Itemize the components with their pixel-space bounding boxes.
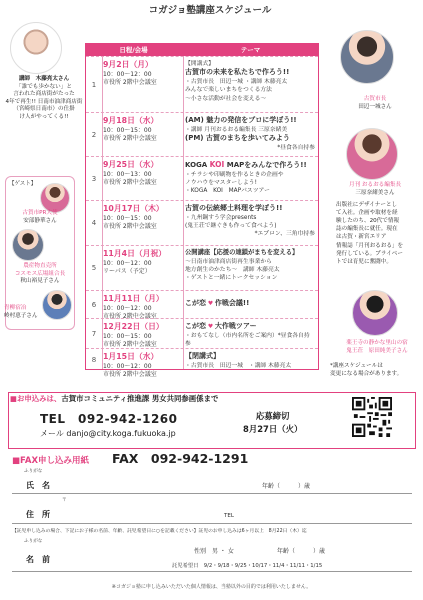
- schedule-row: [86, 245, 318, 290]
- row-theme-main: 古賀市の未来を私たちで作ろう!!: [185, 68, 290, 77]
- row-number: 6: [91, 300, 97, 309]
- editor-photo: [346, 128, 398, 180]
- row-theme-line: ・講師 月刊おるおる編集長 三原奈緒美: [185, 126, 288, 133]
- row-time: 10：00～15：00: [103, 214, 152, 222]
- instructor-line: 4年で再生!! 日南市油津商店街: [5, 98, 83, 105]
- apply-email[interactable]: メール danjo@city.koga.fukuoka.jp: [40, 429, 176, 438]
- guest1-name: 安部静華さん: [23, 217, 57, 224]
- row-place: 市役所 2階中会議室: [103, 134, 157, 142]
- row-theme-line: ・ゲストと一緒にトークセッション: [185, 275, 278, 282]
- instructor-name: 講師 木藤亮太さん: [18, 76, 70, 82]
- col-date-header: 日程/会場: [119, 46, 148, 54]
- apply-marker: ■お申込みは、: [10, 394, 62, 403]
- row-date: 10月17日（木）: [103, 204, 164, 213]
- schedule-header: [85, 43, 319, 56]
- row-number: 4: [91, 219, 97, 227]
- editor-desc-line: て入社。企画や取材を経: [336, 210, 398, 217]
- host-name: 鬼王荘 原田純美子さん: [346, 347, 408, 354]
- child-furigana-label: ふりがな: [24, 539, 43, 544]
- row-theme-line: (鬼王荘で継ぐきも作って食べよう): [185, 223, 277, 230]
- row-theme-note: *昼食各自持参: [277, 145, 315, 152]
- row-number: 1: [91, 80, 97, 89]
- row-place: 市役所 2階中会議室: [103, 340, 157, 348]
- row-place: 市役所 2階中会議室: [103, 222, 157, 230]
- koi-logo: KOI: [209, 160, 225, 169]
- name-label: 氏 名: [26, 481, 50, 490]
- row-place: 市役所 2階中会議室: [103, 312, 157, 320]
- instructor-caption: [2, 76, 86, 121]
- mayor-role: 古賀市長: [363, 96, 387, 102]
- fax-number: FAX 092-942-1291: [112, 451, 249, 466]
- qr-code-icon[interactable]: [352, 397, 392, 437]
- instructor-line: 「誰でも歩かない」と: [16, 83, 72, 90]
- row-theme-line: ・おもてなし（市内名所をご案内）*昼食各自持参: [185, 332, 310, 348]
- row-theme-line: ノウハウをマスターしよう!: [185, 180, 257, 187]
- row-theme-tag: 【開講式】: [185, 61, 214, 67]
- guest2-role2: コスモス広場組合長: [14, 270, 66, 277]
- guest3-name: 岭村恵子さん: [4, 312, 38, 319]
- row-theme-line: みんなで楽しいまちをつくる方法: [185, 87, 272, 94]
- instructor-line: け人がやってくる!!: [19, 113, 69, 120]
- row-place: リーパス（予定）: [103, 267, 151, 275]
- schedule-table: [85, 56, 319, 378]
- row-theme-note: *エプロン、三角巾持参: [254, 231, 315, 238]
- page-title: コガジョ塾講座スケジュール: [148, 5, 272, 16]
- row-theme-line: 地方創生のかたち～ 講師 木藤亮太: [185, 267, 280, 274]
- schedule-row: [86, 112, 318, 156]
- editor-caption: [336, 182, 414, 197]
- child-age-field[interactable]: 年齢（ ）歳: [277, 548, 326, 555]
- row-time: 10：00～12：00: [103, 70, 152, 78]
- fax-form-title: ■FAX申し込み用紙: [12, 456, 89, 466]
- row-theme-line: ～小さな活動が社会を変える～: [185, 95, 267, 102]
- schedule-row: [86, 156, 318, 200]
- schedule-note: [330, 363, 420, 378]
- form-row-address: [12, 496, 412, 524]
- row-date: 1月15日（水）: [103, 352, 159, 361]
- editor-desc-line: 験したのち、20代で情報: [336, 218, 400, 225]
- mayor-name: 田辺一城さん: [358, 103, 392, 110]
- guest2-photo: [12, 229, 44, 261]
- schedule-note-line: 変更になる場合があります。: [330, 370, 403, 377]
- schedule-row: [86, 56, 318, 112]
- row-theme-main: MAPをみんなで作ろう!!: [226, 161, 307, 169]
- row-theme-main: 作戦会議!!: [214, 299, 250, 307]
- row-place: 市役所 2階中会議室: [103, 78, 157, 86]
- row-theme-line: ・チラシや印刷物を作るときの企画や: [185, 171, 284, 178]
- row-time: 10：00～12：00: [103, 362, 152, 370]
- row-theme-line: ・KOGA KOI MAPパスツアー: [185, 188, 270, 195]
- editor-name: 三原奈緒美さん: [355, 189, 395, 196]
- editor-desc-line: 誌の編集長に就任。現在: [336, 226, 398, 233]
- row-number: 5: [91, 264, 97, 272]
- host-caption: [334, 340, 420, 355]
- heart-icon: ♥: [207, 301, 214, 307]
- row-theme-line: ～日南市油津商店街再生事業から: [185, 258, 272, 265]
- row-number: 3: [91, 174, 97, 183]
- col-theme-header: テーマ: [240, 46, 261, 54]
- koi-label: こが恋: [185, 299, 206, 307]
- row-time: 10：00～13：00: [103, 170, 152, 178]
- gender-field[interactable]: 性別 男 ・ 女: [194, 548, 234, 555]
- schedule-note-line: *講座スケジュールは: [330, 363, 383, 369]
- guest2-name: 秋山裕見子さん: [20, 278, 60, 285]
- host-role: 薬王寺の静かな里山の宿: [346, 340, 408, 346]
- postal-mark: 〒: [62, 498, 67, 503]
- furigana-label: ふりがな: [24, 469, 43, 474]
- child-name-label: 名 前: [26, 555, 50, 564]
- instructor-photo: [10, 22, 62, 74]
- guest1-role: 古賀市PR大使: [22, 210, 58, 216]
- row-theme-main: (PM) 古賀のまちを歩いてみよう: [185, 134, 290, 143]
- editor-desc-line: 出版社にデザイナーとし: [336, 202, 398, 208]
- koi-label: こが恋: [185, 322, 206, 330]
- editor-desc-line: 情報誌「月刊おるおる」を: [336, 242, 404, 249]
- row-date: 11月11日（月）: [103, 294, 164, 303]
- row-place: 市役所 2階中会議室: [103, 178, 157, 186]
- row-theme-line: ・古賀市長 田辺一城 ・講師 木藤亮太: [185, 362, 292, 369]
- koga-text: KOGA: [185, 161, 208, 169]
- schedule-row: [86, 200, 318, 245]
- apply-tel[interactable]: TEL 092-942-1260: [40, 412, 178, 426]
- row-time: 10：00～12：00: [103, 259, 152, 267]
- form-row-child: [12, 536, 412, 572]
- editor-role: 月刊 おるおる編集長: [348, 182, 402, 188]
- guest2-role: 農産物直売所: [23, 263, 57, 269]
- guest-label: 【ゲスト】: [9, 181, 37, 187]
- schedule-row: [86, 290, 318, 318]
- row-date: 9月25日（水）: [103, 160, 159, 169]
- fax-form-heading: [12, 454, 89, 466]
- editor-desc-line: は古賀・新宮エリア: [336, 234, 387, 241]
- guest1-caption: [6, 210, 74, 225]
- editor-description: [336, 201, 418, 266]
- row-number: 7: [91, 329, 97, 338]
- row-date: 12月22日（日）: [103, 322, 164, 331]
- row-theme-main: 大作戦ツアー: [214, 322, 257, 330]
- apply-heading-text: 古賀市コミュニティ推進課 男女共同参画係まで: [61, 394, 219, 403]
- guest1-photo: [40, 183, 70, 213]
- row-time: 10：00～15：00: [103, 126, 152, 134]
- deadline: [243, 410, 302, 437]
- address-label: 住 所: [26, 510, 50, 519]
- form-row-name: [12, 468, 412, 494]
- host-photo: [352, 290, 398, 336]
- row-place: 市役所 2階中会議室: [103, 370, 157, 378]
- row-theme-main: 公開講座【応援の連鎖がまちを変える】: [185, 249, 299, 256]
- tel-field[interactable]: TEL: [224, 513, 234, 519]
- row-number: 2: [91, 130, 97, 139]
- guest3-photo: [42, 290, 72, 320]
- schedule-row: [86, 348, 318, 378]
- row-time: 10：00～12：00: [103, 304, 152, 312]
- row-date: 9月18日（水）: [103, 116, 159, 125]
- instructor-line: 言われた商店街がたった: [13, 91, 75, 98]
- mayor-photo: [340, 30, 394, 84]
- editor-desc-line: 発行している。プライベー: [336, 250, 403, 257]
- heart-icon: ♥: [207, 324, 214, 330]
- row-number: 8: [91, 355, 97, 364]
- guest3-role: 青柳宿冶: [4, 305, 27, 311]
- privacy-footer: ※コガジョ塾に申し込みいただいた個人情報は、当塾以外の目的では利用いたしません。: [111, 584, 312, 590]
- instructor-line: （宮崎県日南市）の仕掛: [13, 106, 75, 113]
- row-theme-main: 【閉講式】: [185, 352, 220, 360]
- childcare-dates[interactable]: 託児希望日 9/2・9/18・9/25・10/17・11/4・11/11・1/15: [172, 563, 323, 569]
- row-theme-line: ・九州鋼すう学会presents: [185, 214, 257, 221]
- row-date: 11月4日（月祝）: [103, 249, 167, 258]
- childcare-note: 【託児申し込みの場合、下記にお子様の名前、年齢、託児希望日に○を記載ください】託児のお申し込みは6ヶ月以上 8月22日（木）迄: [12, 529, 307, 534]
- deadline-date: 8月27日（火）: [243, 424, 303, 435]
- apply-heading: [10, 393, 218, 404]
- row-theme-main: 古賀の伝統郷土料理を学ぼう!!: [185, 204, 283, 212]
- row-theme-main: (AM) 魅力の発信をプロに学ぼう!!: [185, 116, 297, 124]
- row-date: 9月2日（月）: [103, 60, 153, 69]
- row-theme-line: ・古賀市長 田辺一城 ・講師 木藤亮太: [185, 79, 288, 86]
- mayor-caption: [340, 96, 410, 111]
- editor-desc-line: トでは育児に奮闘中。: [336, 258, 392, 265]
- age-field[interactable]: 年齢（ ）歳: [262, 483, 311, 490]
- schedule-row: [86, 318, 318, 348]
- guest3-caption: [4, 305, 44, 320]
- guest2-caption: [4, 263, 76, 286]
- row-time: 10：00～15：00: [103, 332, 152, 340]
- deadline-label: 応募締切: [255, 411, 290, 421]
